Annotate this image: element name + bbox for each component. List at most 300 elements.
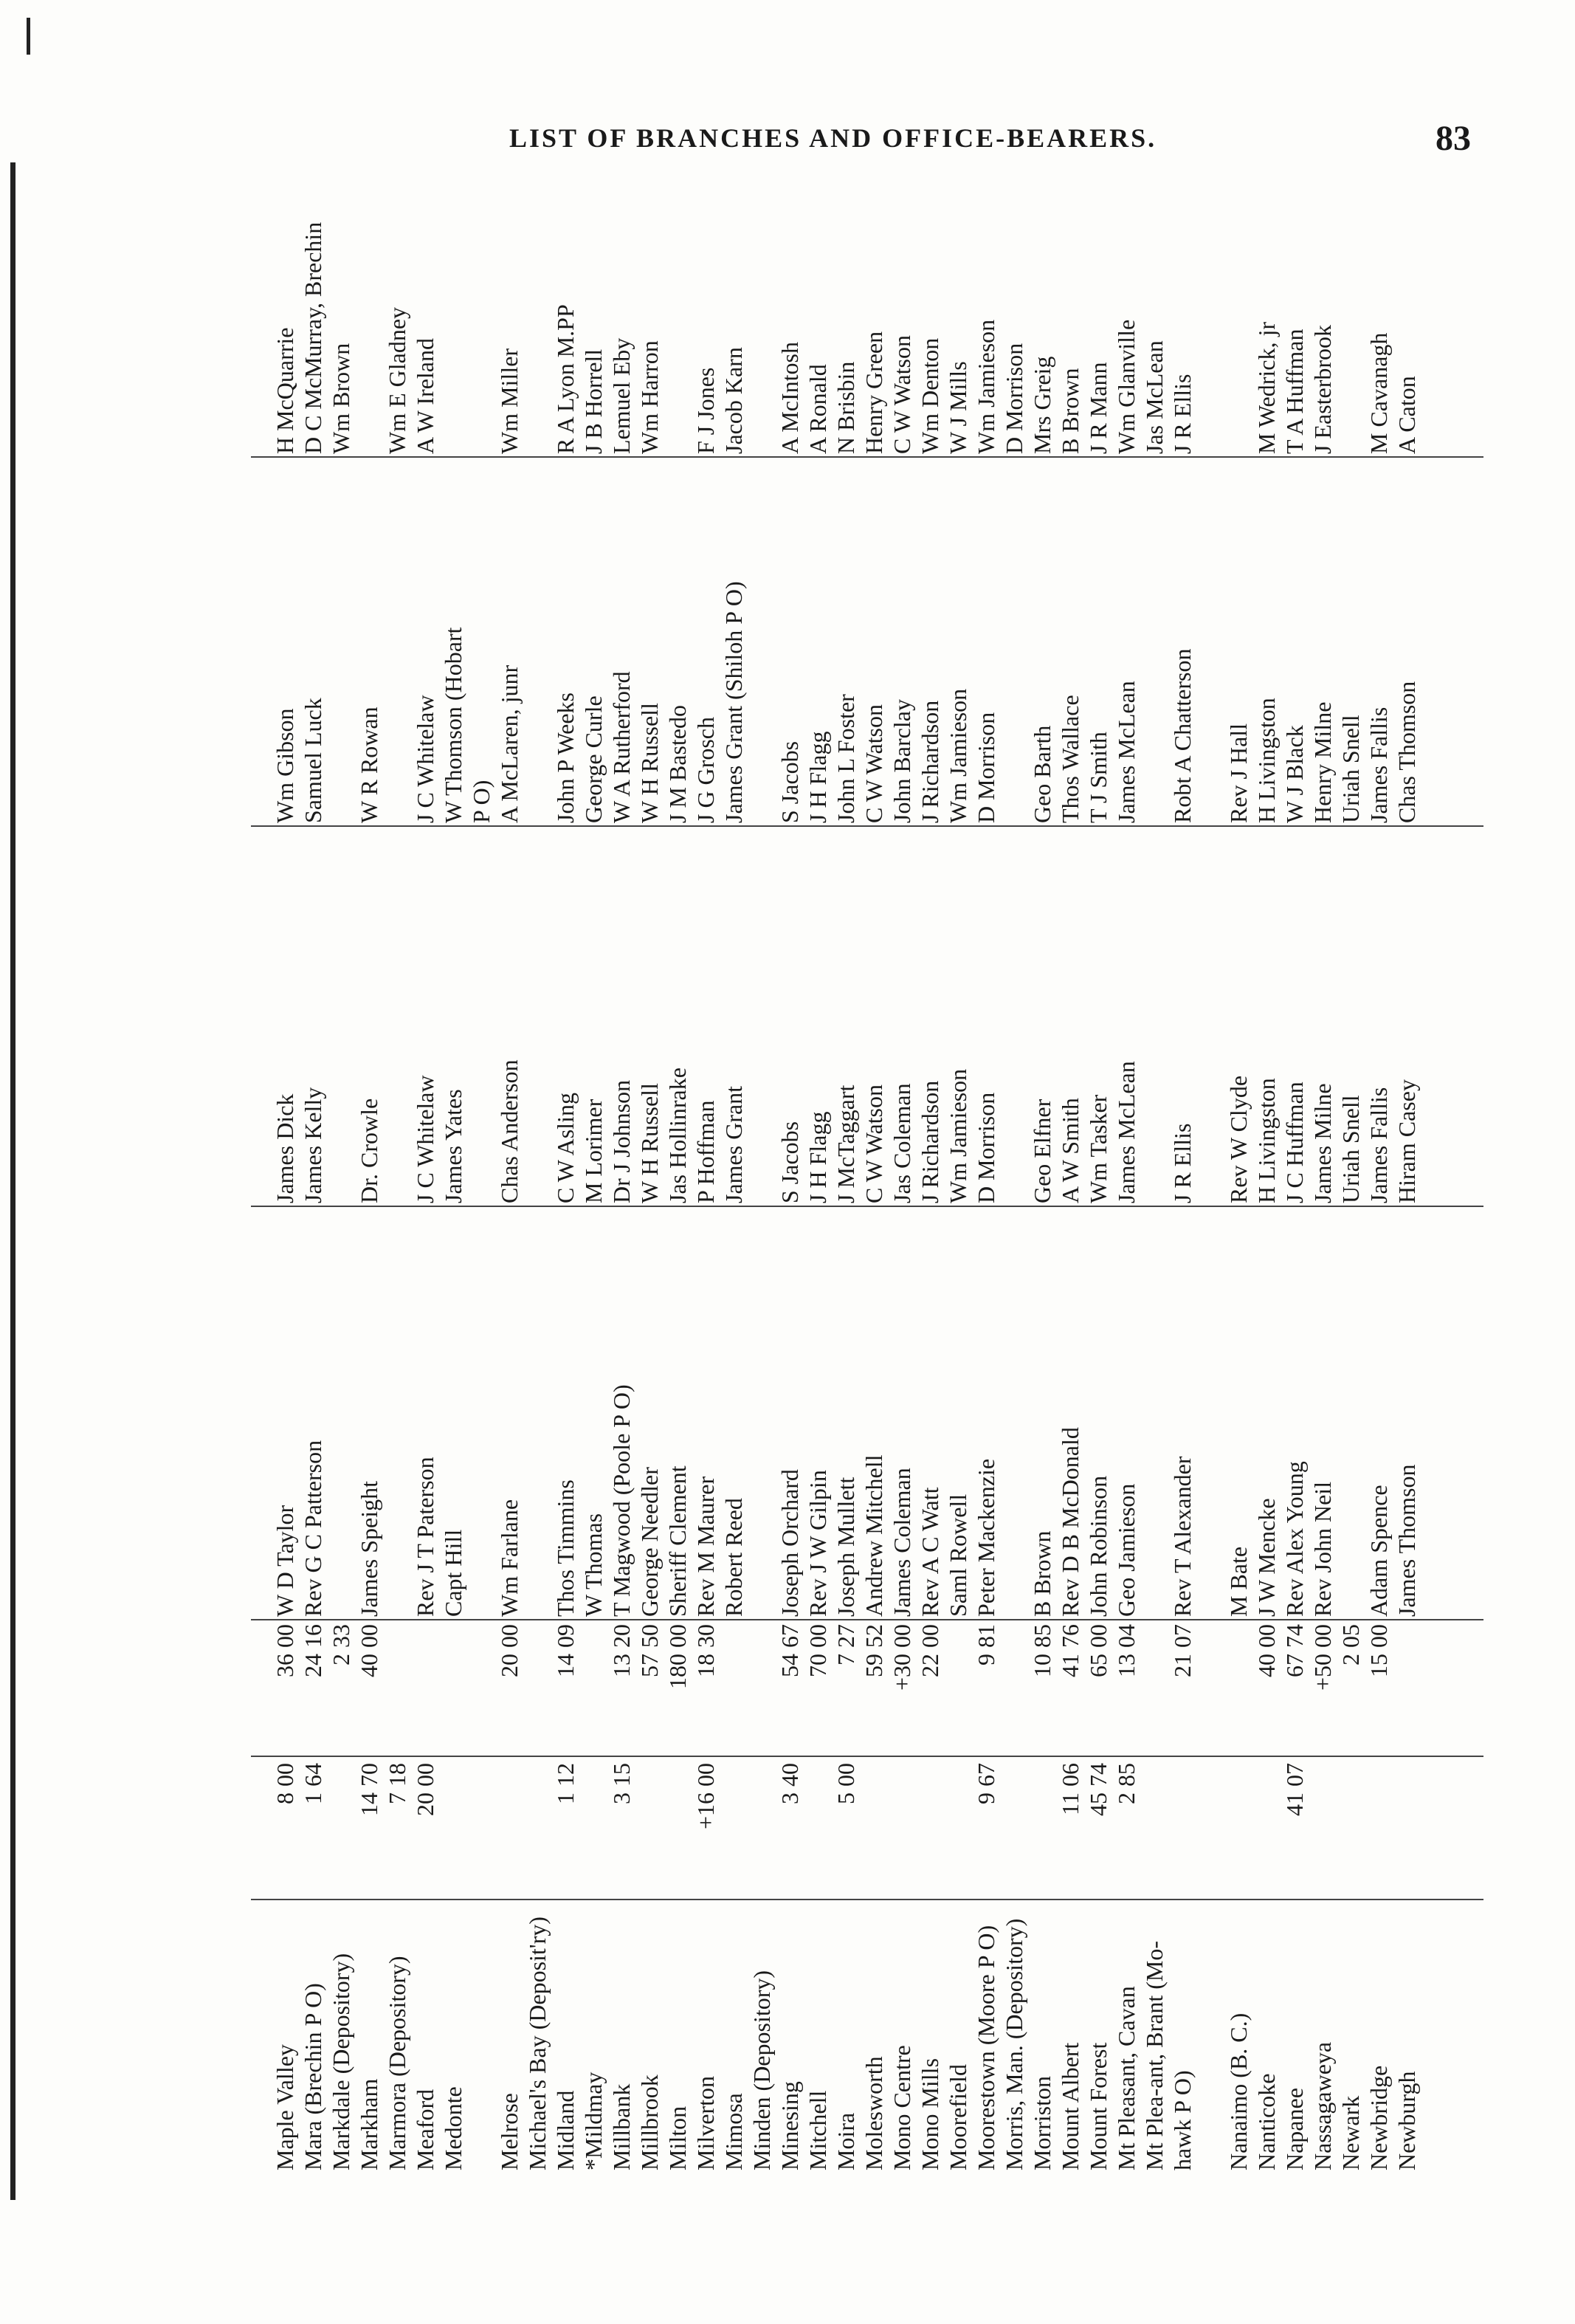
branch-name: Mimosa <box>720 2093 747 2170</box>
branch-name: Michael's Bay (Deposit'ry) <box>524 1916 551 2170</box>
president-cell: Rev J T Paterson <box>412 1457 438 1617</box>
president-cell: Robert Reed <box>720 1498 747 1617</box>
secretary-cell: Uriah Snell <box>1337 715 1364 823</box>
amount-col-1: 11 06 <box>1057 1763 1083 1815</box>
treasurer-cell: A Ronald <box>804 364 831 454</box>
vice-president-cell <box>328 827 354 1203</box>
branch-name: Morriston <box>1029 2076 1055 2170</box>
table-row <box>412 221 438 2170</box>
branch-name: Medonte <box>440 2086 466 2170</box>
amount-col-2 <box>384 1617 410 1753</box>
branch-name: Markdale (Depository) <box>328 1953 354 2170</box>
secretary-cell: W A Rutherford <box>608 671 635 823</box>
amount-col-1 <box>1253 1756 1280 1896</box>
branch-name: Mitchell <box>804 2090 831 2170</box>
treasurer-cell: Henry Green <box>861 331 887 454</box>
treasurer-cell: J Easterbrook <box>1309 324 1336 454</box>
amount-col-1 <box>917 1756 943 1896</box>
vice-president-cell: James McLean <box>1113 1061 1140 1203</box>
amount-col-1 <box>1309 1756 1336 1896</box>
amount-col-1 <box>1393 1756 1420 1896</box>
president-cell: Geo Jamieson <box>1113 1483 1140 1617</box>
president-cell <box>748 1207 775 1617</box>
president-cell <box>384 1207 410 1617</box>
president-cell: John Robinson <box>1085 1475 1112 1617</box>
secretary-cell: James Fallis <box>1365 707 1392 823</box>
branch-name: Markham <box>356 2078 382 2170</box>
table-row <box>524 221 551 2170</box>
treasurer-cell: Wm E Gladney <box>384 306 410 454</box>
branch-name: Newark <box>1337 2095 1364 2170</box>
secretary-cell: T J Smith <box>1085 732 1112 823</box>
treasurer-cell <box>468 11 494 454</box>
amount-col-2 <box>1225 1617 1252 1753</box>
branch-name: Minesing <box>776 2081 803 2170</box>
treasurer-cell: W J Mills <box>945 361 971 454</box>
amount-col-1 <box>496 1756 523 1896</box>
page-header-title: LIST OF BRANCHES AND OFFICE-BEARERS. <box>509 123 1157 153</box>
table-row <box>720 221 747 2170</box>
amount-col-1: 1 12 <box>552 1763 579 1804</box>
amount-col-2 <box>440 1617 466 1753</box>
vice-president-cell: J H Flagg <box>804 1111 831 1203</box>
president-cell <box>328 1207 354 1617</box>
amount-col-1: 1 64 <box>300 1763 326 1804</box>
table-row <box>496 221 523 2170</box>
table-row <box>384 221 410 2170</box>
vice-president-cell: James Kelly <box>300 1087 326 1203</box>
vice-president-cell: W H Russell <box>636 1083 663 1203</box>
table-row <box>1337 221 1364 2170</box>
table-row <box>1225 221 1252 2170</box>
amount-col-2: 9 81 <box>973 1624 999 1665</box>
amount-col-1: 8 00 <box>272 1763 298 1804</box>
secretary-cell: Wm Gibson <box>272 708 298 823</box>
secretary-cell: W H Russell <box>636 703 663 823</box>
amount-col-1 <box>1197 1756 1224 1896</box>
table-row <box>833 221 859 2170</box>
branch-name: hawk P O) <box>1169 2070 1196 2170</box>
branch-name: Marmora (Depository) <box>384 1956 410 2170</box>
president-cell: Rev A C Watt <box>917 1487 943 1617</box>
president-cell: M Bate <box>1225 1546 1252 1617</box>
branch-name: Mt Pleasant, Cavan <box>1113 1986 1140 2170</box>
amount-col-2 <box>524 1617 551 1753</box>
secretary-cell: P O) <box>468 780 494 823</box>
amount-col-2: 67 74 <box>1281 1624 1308 1677</box>
vice-president-cell: James Dick <box>272 1093 298 1203</box>
president-cell: Capt Hill <box>440 1529 466 1617</box>
table-row <box>552 221 579 2170</box>
table-row <box>608 221 635 2170</box>
amount-col-2: 57 50 <box>636 1624 663 1677</box>
amount-col-1 <box>440 1756 466 1896</box>
treasurer-cell: T A Huffman <box>1281 329 1308 454</box>
vice-president-cell <box>468 827 494 1203</box>
amount-col-2: 13 04 <box>1113 1624 1140 1677</box>
amount-col-2 <box>412 1617 438 1753</box>
branch-name: Millbrook <box>636 2074 663 2170</box>
branch-name: Millbank <box>608 2083 635 2170</box>
table-row <box>636 221 663 2170</box>
amount-col-1: 41 07 <box>1281 1763 1308 1816</box>
amount-col-1 <box>1029 1756 1055 1896</box>
amount-col-2 <box>1393 1617 1420 1753</box>
vice-president-cell: Rev W Clyde <box>1225 1075 1252 1203</box>
amount-col-1: 7 18 <box>384 1763 410 1804</box>
president-cell: James Thomson <box>1393 1464 1420 1617</box>
treasurer-cell: F J Jones <box>692 367 719 454</box>
secretary-cell: W Thomson (Hobart <box>440 627 466 823</box>
table-row <box>1113 221 1140 2170</box>
president-cell: Rev J W Gilpin <box>804 1470 831 1617</box>
secretary-cell: Thos Wallace <box>1057 695 1083 823</box>
branch-name <box>1197 1897 1224 2170</box>
vice-president-cell: C W Watson <box>861 1084 887 1203</box>
amount-col-1 <box>889 1756 915 1896</box>
secretary-cell <box>748 458 775 823</box>
table-row <box>468 221 494 2170</box>
treasurer-cell: R A Lyon M.PP <box>552 304 579 454</box>
amount-col-1 <box>1225 1756 1252 1896</box>
branch-name: Nanaimo (B. C.) <box>1225 2012 1252 2170</box>
president-cell: Rev D B McDonald <box>1057 1427 1083 1617</box>
amount-col-2: 70 00 <box>804 1624 831 1677</box>
amount-col-2 <box>945 1617 971 1753</box>
table-row <box>1281 221 1308 2170</box>
vice-president-cell: P Hoffman <box>692 1100 719 1203</box>
secretary-cell: John P Weeks <box>552 692 579 823</box>
table-body <box>251 221 1483 2170</box>
treasurer-cell: Wm Jamieson <box>973 319 999 454</box>
treasurer-cell: A W Ireland <box>412 338 438 454</box>
table-row <box>1085 221 1112 2170</box>
amount-col-2: 21 07 <box>1169 1624 1196 1677</box>
amount-col-2: 22 00 <box>917 1624 943 1677</box>
vice-president-cell <box>524 827 551 1203</box>
vice-president-cell <box>1141 827 1168 1203</box>
amount-col-2: 59 52 <box>861 1624 887 1677</box>
treasurer-cell: H McQuarrie <box>272 327 298 454</box>
president-cell: Thos Timmins <box>552 1479 579 1617</box>
branch-name: Newbridge <box>1365 2065 1392 2170</box>
table-row <box>945 221 971 2170</box>
treasurer-cell: Wm Brown <box>328 343 354 454</box>
amount-col-1: 5 00 <box>833 1763 859 1804</box>
president-cell <box>1197 1207 1224 1617</box>
amount-col-2: 24 16 <box>300 1624 326 1677</box>
amount-col-2: 2 33 <box>328 1624 354 1665</box>
secretary-cell: J M Bastedo <box>664 705 691 823</box>
amount-col-2: 20 00 <box>496 1624 523 1677</box>
amount-col-2: 15 00 <box>1365 1624 1392 1677</box>
vice-president-cell <box>1001 827 1027 1203</box>
table-row <box>1169 221 1196 2170</box>
treasurer-cell: J R Mann <box>1085 362 1112 454</box>
branch-name: Moorestown (Moore P O) <box>973 1925 999 2170</box>
vice-president-cell: J R Ellis <box>1169 1123 1196 1203</box>
treasurer-cell: D C McMurray, Brechin <box>300 221 326 454</box>
table-row <box>973 221 999 2170</box>
amount-col-1: 9 67 <box>973 1763 999 1804</box>
vice-president-cell: Wm Tasker <box>1085 1094 1112 1203</box>
secretary-cell <box>524 458 551 823</box>
table-row <box>300 221 326 2170</box>
president-cell <box>1337 1207 1364 1617</box>
secretary-cell: James McLean <box>1113 681 1140 823</box>
treasurer-cell: N Brisbin <box>833 361 859 454</box>
table-row <box>440 221 466 2170</box>
vice-president-cell: M Lorimer <box>580 1099 607 1203</box>
branch-name: Minden (Depository) <box>748 1970 775 2170</box>
vice-president-cell: Hiram Casey <box>1393 1079 1420 1203</box>
president-cell <box>468 1207 494 1617</box>
table-row <box>1309 221 1336 2170</box>
treasurer-cell: C W Watson <box>889 335 915 454</box>
treasurer-cell: B Brown <box>1057 368 1083 454</box>
branch-name: Milton <box>664 2105 691 2170</box>
treasurer-cell: M Cavanagh <box>1365 332 1392 454</box>
amount-col-2 <box>580 1617 607 1753</box>
branch-name: Molesworth <box>861 2056 887 2170</box>
treasurer-cell: M Wedrick, jr <box>1253 321 1280 454</box>
secretary-cell: James Grant (Shiloh P O) <box>720 581 747 823</box>
branch-name: Mono Mills <box>917 2057 943 2170</box>
table-row <box>328 221 354 2170</box>
table-row <box>1029 221 1055 2170</box>
vice-president-cell: Uriah Snell <box>1337 1095 1364 1203</box>
table-row <box>272 221 298 2170</box>
vice-president-cell: James Fallis <box>1365 1087 1392 1203</box>
amount-col-1 <box>945 1756 971 1896</box>
vice-president-cell: James Grant <box>720 1085 747 1203</box>
binding-edge <box>10 162 26 2200</box>
president-cell: B Brown <box>1029 1530 1055 1617</box>
amount-col-1 <box>1365 1756 1392 1896</box>
secretary-cell: Chas Thomson <box>1393 681 1420 823</box>
vice-president-cell: J C Whitelaw <box>412 1075 438 1203</box>
vice-president-cell: Jas Coleman <box>889 1083 915 1203</box>
amount-col-1 <box>1001 1756 1027 1896</box>
treasurer-cell: A McIntosh <box>776 342 803 454</box>
vice-president-cell <box>384 827 410 1203</box>
vice-president-cell: S Jacobs <box>776 1121 803 1203</box>
table-row <box>1001 221 1027 2170</box>
vice-president-cell <box>1197 827 1224 1203</box>
amount-col-2: 41 76 <box>1057 1624 1083 1677</box>
treasurer-cell: Wm Denton <box>917 337 943 454</box>
amount-col-1 <box>1169 1756 1196 1896</box>
amount-col-1 <box>748 1756 775 1896</box>
secretary-cell: George Curle <box>580 695 607 823</box>
president-cell <box>1141 1207 1168 1617</box>
vice-president-cell: James Milne <box>1309 1083 1336 1203</box>
secretary-cell: Geo Barth <box>1029 725 1055 823</box>
table-row <box>1253 221 1280 2170</box>
secretary-cell <box>1001 458 1027 823</box>
branches-table <box>251 221 1483 2170</box>
treasurer-cell: D Morrison <box>1001 343 1027 454</box>
amount-col-2: 180 00 <box>664 1624 691 1689</box>
secretary-cell: C W Watson <box>861 704 887 823</box>
vice-president-cell: Wm Jamieson <box>945 1068 971 1203</box>
table-row <box>1197 221 1224 2170</box>
amount-col-1: 20 00 <box>412 1763 438 1816</box>
secretary-cell: Robt A Chatterson <box>1169 648 1196 823</box>
secretary-cell: S Jacobs <box>776 740 803 823</box>
treasurer-cell: Mrs Greig <box>1029 356 1055 454</box>
treasurer-cell: Wm Glanville <box>1113 319 1140 454</box>
amount-col-1 <box>636 1756 663 1896</box>
president-cell: Rev Alex Young <box>1281 1461 1308 1617</box>
president-cell: Joseph Mullett <box>833 1476 859 1617</box>
table-row <box>692 221 719 2170</box>
president-cell: James Speight <box>356 1481 382 1617</box>
branch-name: Mt Plea-ant, Brant (Mo- <box>1141 1940 1168 2170</box>
vice-president-cell: J McTaggart <box>833 1084 859 1203</box>
treasurer-cell: J B Horrell <box>580 348 607 454</box>
amount-col-1 <box>861 1756 887 1896</box>
branch-name: Mono Centre <box>889 2045 915 2170</box>
secretary-cell: W J Black <box>1281 725 1308 823</box>
president-cell <box>1001 1207 1027 1617</box>
secretary-cell: H Livingston <box>1253 698 1280 823</box>
treasurer-cell <box>664 11 691 454</box>
amount-col-2: 54 67 <box>776 1624 803 1677</box>
treasurer-cell <box>748 11 775 454</box>
table-row <box>1393 221 1420 2170</box>
table-row <box>1365 221 1392 2170</box>
amount-col-2 <box>720 1617 747 1753</box>
vice-president-cell: A W Smith <box>1057 1098 1083 1203</box>
amount-col-1 <box>328 1756 354 1896</box>
treasurer-cell <box>1197 11 1224 454</box>
table-row <box>889 221 915 2170</box>
secretary-cell: Rev J Hall <box>1225 723 1252 823</box>
table-row <box>1057 221 1083 2170</box>
branch-name: Maple Valley <box>272 2044 298 2170</box>
secretary-cell <box>328 458 354 823</box>
secretary-cell <box>384 458 410 823</box>
amount-col-1 <box>1141 1756 1168 1896</box>
amount-col-2 <box>748 1617 775 1753</box>
amount-col-2: +30 00 <box>889 1624 915 1691</box>
secretary-cell: D Morrison <box>973 712 999 823</box>
branch-name: Milverton <box>692 2076 719 2170</box>
branch-name <box>468 1897 494 2170</box>
secretary-cell: W R Rowan <box>356 707 382 823</box>
vice-president-cell: Jas Hollinrake <box>664 1068 691 1203</box>
branch-name: Meaford <box>412 2088 438 2170</box>
vice-president-cell: H Livingston <box>1253 1078 1280 1203</box>
branch-name: Melrose <box>496 2093 523 2170</box>
secretary-cell: J G Grosch <box>692 717 719 823</box>
treasurer-cell: A Caton <box>1393 376 1420 454</box>
treasurer-cell: Wm Miller <box>496 348 523 454</box>
amount-col-2: 10 85 <box>1029 1624 1055 1677</box>
secretary-cell: John L Foster <box>833 694 859 823</box>
secretary-cell: Wm Jamieson <box>945 688 971 823</box>
amount-col-2 <box>468 1617 494 1753</box>
amount-col-2 <box>1141 1617 1168 1753</box>
amount-col-2: 7 27 <box>833 1624 859 1665</box>
president-cell: Sheriff Clement <box>664 1465 691 1617</box>
branch-name: Moira <box>833 2112 859 2170</box>
branch-name: Moorefield <box>945 2064 971 2170</box>
treasurer-cell: J R Ellis <box>1169 374 1196 454</box>
branch-name: Napanee <box>1281 2088 1308 2170</box>
amount-col-1 <box>468 1756 494 1896</box>
president-cell: T Magwood (Poole P O) <box>608 1384 635 1617</box>
amount-col-1 <box>524 1756 551 1896</box>
amount-col-1: 2 85 <box>1113 1763 1140 1804</box>
table-row <box>917 221 943 2170</box>
amount-col-1 <box>1337 1756 1364 1896</box>
president-cell: Rev M Maurer <box>692 1476 719 1617</box>
branch-name: Mount Albert <box>1057 2042 1083 2170</box>
president-cell: James Coleman <box>889 1468 915 1617</box>
president-cell: Rev T Alexander <box>1169 1456 1196 1617</box>
amount-col-1: 45 74 <box>1085 1763 1112 1816</box>
secretary-cell: Henry Milne <box>1309 701 1336 823</box>
secretary-cell: A McLaren, junr <box>496 664 523 823</box>
secretary-cell <box>1141 458 1168 823</box>
vice-president-cell: Geo Elfner <box>1029 1099 1055 1203</box>
table-row <box>664 221 691 2170</box>
secretary-cell: J C Whitelaw <box>412 695 438 823</box>
president-cell: George Needler <box>636 1467 663 1617</box>
amount-col-1: 14 70 <box>356 1763 382 1816</box>
vice-president-cell: Dr J Johnson <box>608 1079 635 1203</box>
amount-col-2: 18 30 <box>692 1624 719 1677</box>
table-row <box>356 221 382 2170</box>
amount-col-1: +16 00 <box>692 1763 719 1830</box>
vice-president-cell: Dr. Crowle <box>356 1098 382 1203</box>
branch-name: *Mildmay <box>580 2072 607 2170</box>
treasurer-cell <box>1337 11 1364 454</box>
amount-col-2: +50 00 <box>1309 1624 1336 1691</box>
binding-mark <box>27 18 30 55</box>
treasurer-cell <box>1225 11 1252 454</box>
president-cell: Joseph Orchard <box>776 1469 803 1617</box>
president-cell: W Thomas <box>580 1513 607 1617</box>
amount-col-2: 40 00 <box>356 1624 382 1677</box>
amount-col-1 <box>580 1756 607 1896</box>
amount-col-2: 2 05 <box>1337 1624 1364 1665</box>
president-cell: J W Mencke <box>1253 1498 1280 1617</box>
secretary-cell: J Richardson <box>917 700 943 823</box>
branch-name: Morris, Man. (Depository) <box>1001 1918 1027 2170</box>
treasurer-cell: Lemuel Eby <box>608 337 635 454</box>
branch-name: Mount Forest <box>1085 2042 1112 2170</box>
treasurer-cell <box>440 11 466 454</box>
table-row <box>748 221 775 2170</box>
branch-name: Nanticoke <box>1253 2073 1280 2170</box>
amount-col-1: 3 40 <box>776 1763 803 1804</box>
treasurer-cell <box>356 11 382 454</box>
secretary-cell <box>1197 458 1224 823</box>
secretary-cell: Samuel Luck <box>300 698 326 823</box>
president-cell <box>524 1207 551 1617</box>
amount-col-1: 3 15 <box>608 1763 635 1804</box>
president-cell: Adam Spence <box>1365 1485 1392 1617</box>
branch-name: Newburgh <box>1393 2071 1420 2170</box>
table-row <box>861 221 887 2170</box>
amount-col-1 <box>804 1756 831 1896</box>
amount-col-1 <box>720 1756 747 1896</box>
branch-name: Mara (Brechin P O) <box>300 1983 326 2170</box>
vice-president-cell: C W Asling <box>552 1093 579 1203</box>
